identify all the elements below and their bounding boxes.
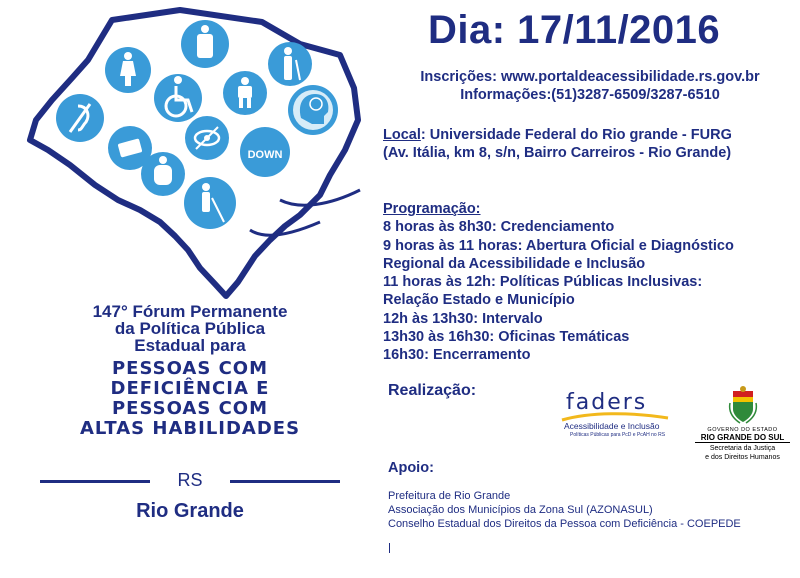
city-label: Rio Grande (136, 500, 244, 522)
text-cursor (389, 543, 390, 553)
forum-audience-line: PESSOAS COM (111, 358, 268, 379)
schedule-line: 16h30: Encerramento (383, 347, 531, 364)
venue-info (383, 126, 732, 162)
organizers-label: Realização: (388, 382, 477, 399)
venue-label: Local (383, 127, 421, 143)
secretariat-line: e dos Direitos Humanos (705, 453, 780, 461)
government-line1: GOVERNO DO ESTADO (707, 427, 778, 433)
schedule-line: 13h30 às 16h30: Oficinas Temáticas (383, 329, 630, 346)
forum-audience-line: PESSOAS COM (111, 398, 268, 419)
schedule-line: 8 horas às 8h30: Credenciamento (383, 219, 615, 236)
forum-audience-line: ALTAS HABILIDADES (79, 418, 301, 439)
forum-audience (10, 359, 370, 439)
forum-title-line: Estadual para (134, 336, 246, 355)
state-label: RS (177, 470, 203, 490)
schedule-label: Programação: (383, 201, 481, 217)
secretariat-line: Secretaria da Justiça (709, 445, 776, 452)
blind-cane-icon (184, 177, 236, 229)
state-crest-icon (728, 385, 758, 425)
down-label: DOWN (247, 149, 283, 161)
low-vision-eye-icon (185, 116, 229, 160)
faders-tagline: Políticas Públicas para PcD e PcAH no RS (570, 432, 666, 438)
schedule-line: 12h às 13h30: Intervalo (383, 310, 543, 327)
schedule-line: 11 horas às 12h: Políticas Públicas Inclusivas: (383, 274, 703, 291)
secretariat-name (695, 445, 790, 462)
forum-title-line: 147° Fórum Permanente (92, 302, 288, 321)
child-icon (223, 71, 267, 115)
support-item: Prefeitura de Rio Grande (388, 490, 511, 502)
elderly-cane-icon (268, 42, 312, 86)
schedule-line: Relação Estado e Município (383, 292, 575, 309)
support-list (388, 489, 741, 531)
rs-state-map (0, 0, 380, 300)
venue-name: : Universidade Federal do Rio grande - FURG (420, 127, 732, 143)
schedule (383, 200, 734, 365)
forum-title-line: da Política Pública (114, 319, 266, 338)
support-item: Conselho Estadual dos Direitos da Pessoa com Deficiência - COEPEDE (388, 518, 741, 530)
government-line2: RIO GRANDE DO SUL (695, 433, 790, 443)
state-divider (40, 470, 340, 492)
support-label: Apoio: (388, 460, 434, 476)
obese-person-icon (141, 152, 185, 196)
forum-audience-line: DEFICIÊNCIA E (110, 378, 270, 399)
registration-link: Inscrições: www.portaldeacessibilidade.rs.gov.br (420, 69, 760, 85)
schedule-line: Regional da Acessibilidade e Inclusão (383, 255, 646, 272)
pregnant-person-icon (105, 47, 151, 93)
government-logo (695, 385, 790, 462)
contact-info (380, 68, 800, 104)
faders-wordmark: faders (566, 390, 648, 415)
venue-address: (Av. Itália, km 8, s/n, Bairro Carreiros - Rio Grande) (383, 145, 732, 161)
intellectual-disability-icon (288, 85, 338, 135)
schedule-line: 9 horas às 11 horas: Abertura Oficial e Diagnóstico (383, 237, 734, 254)
faders-logo (560, 390, 675, 445)
hearing-impaired-icon (56, 94, 104, 142)
person-icon (181, 20, 229, 68)
event-date: Dia: 17/11/2016 (428, 8, 721, 52)
divider-line-right (230, 480, 340, 483)
wheelchair-icon (154, 74, 202, 122)
faders-subtitle: Acessibilidade e Inclusão (564, 421, 660, 431)
down-syndrome-icon (240, 127, 290, 177)
forum-title (10, 303, 370, 354)
support-item: Associação dos Municípios da Zona Sul (AZONASUL) (388, 504, 653, 516)
phone-info: Informações:(51)3287-6509/3287-6510 (460, 87, 720, 103)
